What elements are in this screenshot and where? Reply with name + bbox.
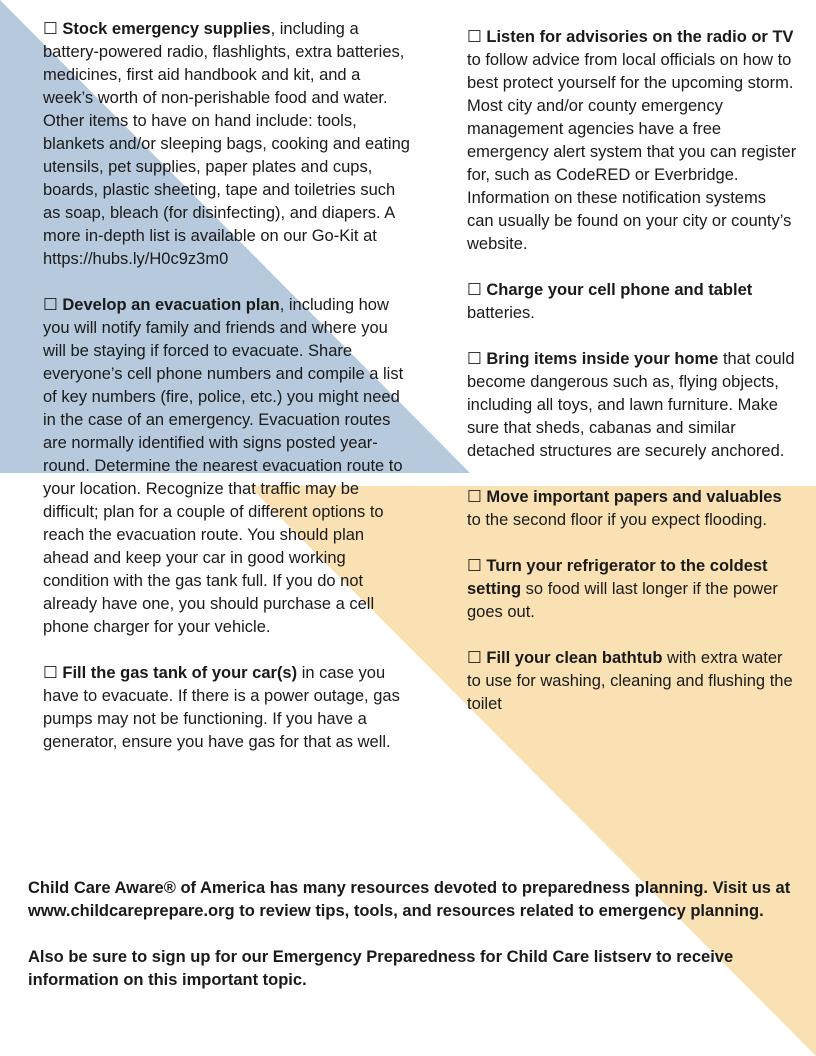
footer: [28, 877, 798, 1015]
item-heading: Develop an evacuation plan: [62, 296, 280, 314]
checkbox-icon: ☐: [43, 20, 58, 38]
item-heading: Charge your cell phone and tablet: [486, 281, 753, 299]
checkbox-icon: ☐: [43, 664, 58, 682]
checkbox-icon: ☐: [467, 557, 482, 575]
item-text: that could become dangerous such as, flying objects, including all toys, and lawn furniture. Make sure that sheds, cabanas and similar detached structures are securely anchored.: [467, 350, 795, 460]
checkbox-icon: ☐: [467, 28, 482, 46]
checkbox-icon: ☐: [43, 296, 58, 314]
item-heading: Bring items inside your home: [486, 350, 719, 368]
item-text: in case you have to evacuate. If there is a power outage, gas pumps may not be functioning. If you have a generator, ensure you have gas for that as well.: [43, 664, 400, 751]
item-text: so food will last longer if the power goes out.: [467, 580, 778, 621]
checkbox-icon: ☐: [467, 488, 482, 506]
right-column: [467, 26, 797, 739]
checklist-item-bring-items-inside: [467, 348, 797, 463]
item-heading: Turn your refrigerator to the coldest setting: [467, 557, 768, 598]
item-heading: Listen for advisories on the radio or TV: [486, 28, 794, 46]
checklist-item-move-papers: [467, 486, 797, 532]
checkbox-icon: ☐: [467, 649, 482, 667]
item-heading: Fill your clean bathtub: [486, 649, 663, 667]
item-text: with extra water to use for washing, cleaning and flushing the toilet: [467, 649, 793, 713]
item-text: , including a battery-powered radio, flashlights, extra batteries, medicines, first aid handbook and kit, and a week’s worth of non-perishable food and water. Other items to have on hand include: tools, blankets and/or sleeping bags, cooking and eating utensils, pet supplies, paper plates and cups, boards, plastic sheeting, tape and toiletries such as soap, bleach (for disinfecting), and diapers. A more in-depth list is available on our Go-Kit at https://hubs.ly/H0c9z3m0: [43, 20, 410, 268]
checklist-item-advisories: [467, 26, 797, 256]
checklist-item-charge-devices: [467, 279, 797, 325]
footer-listserv-paragraph: Also be sure to sign up for our Emergency Preparedness for Child Care listserv to receive information on this important topic.: [28, 948, 734, 989]
item-text: , including how you will notify family and friends and where you will be staying if forced to evacuate. Share everyone’s cell phone numbers and compile a list of key numbers (fire, police, etc.) you might need in the case of an emergency. Evacuation routes are normally identified with signs posted year-round. Determine the nearest evacuation route to your location. Recognize that traffic may be difficult; plan for a couple of different options to reach the evacuation route. You should plan ahead and keep your car in good working condition with the gas tank full. If you do not already have one, you should purchase a cell phone charger for your vehicle.: [43, 296, 404, 636]
item-heading: Fill the gas tank of your car(s): [62, 664, 298, 682]
checkbox-icon: ☐: [467, 350, 482, 368]
item-text: to follow advice from local officials on how to best protect yourself for the upcoming storm. Most city and/or county emergency management agencies have a free emergency alert system that you can register for, such as CodeRED or Everbridge. Information on these notification systems can usually be found on your city or county’s website.: [467, 51, 797, 253]
item-text: batteries.: [467, 304, 535, 322]
checklist-item-bathtub: [467, 647, 797, 716]
checklist-item-gas-tank: [43, 662, 413, 754]
footer-resources-paragraph: Child Care Aware® of America has many resources devoted to preparedness planning. Visit us at www.childcareprepare.org to review tips, tools, and resources related to emergency planning.: [28, 879, 791, 920]
item-heading: Stock emergency supplies: [62, 20, 271, 38]
checkbox-icon: ☐: [467, 281, 482, 299]
checklist-item-refrigerator: [467, 555, 797, 624]
checklist-item-stock-supplies: [43, 18, 413, 271]
item-text: to the second floor if you expect flooding.: [467, 511, 767, 529]
left-column: [43, 18, 413, 777]
item-heading: Move important papers and valuables: [486, 488, 782, 506]
checklist-item-evacuation-plan: [43, 294, 413, 639]
